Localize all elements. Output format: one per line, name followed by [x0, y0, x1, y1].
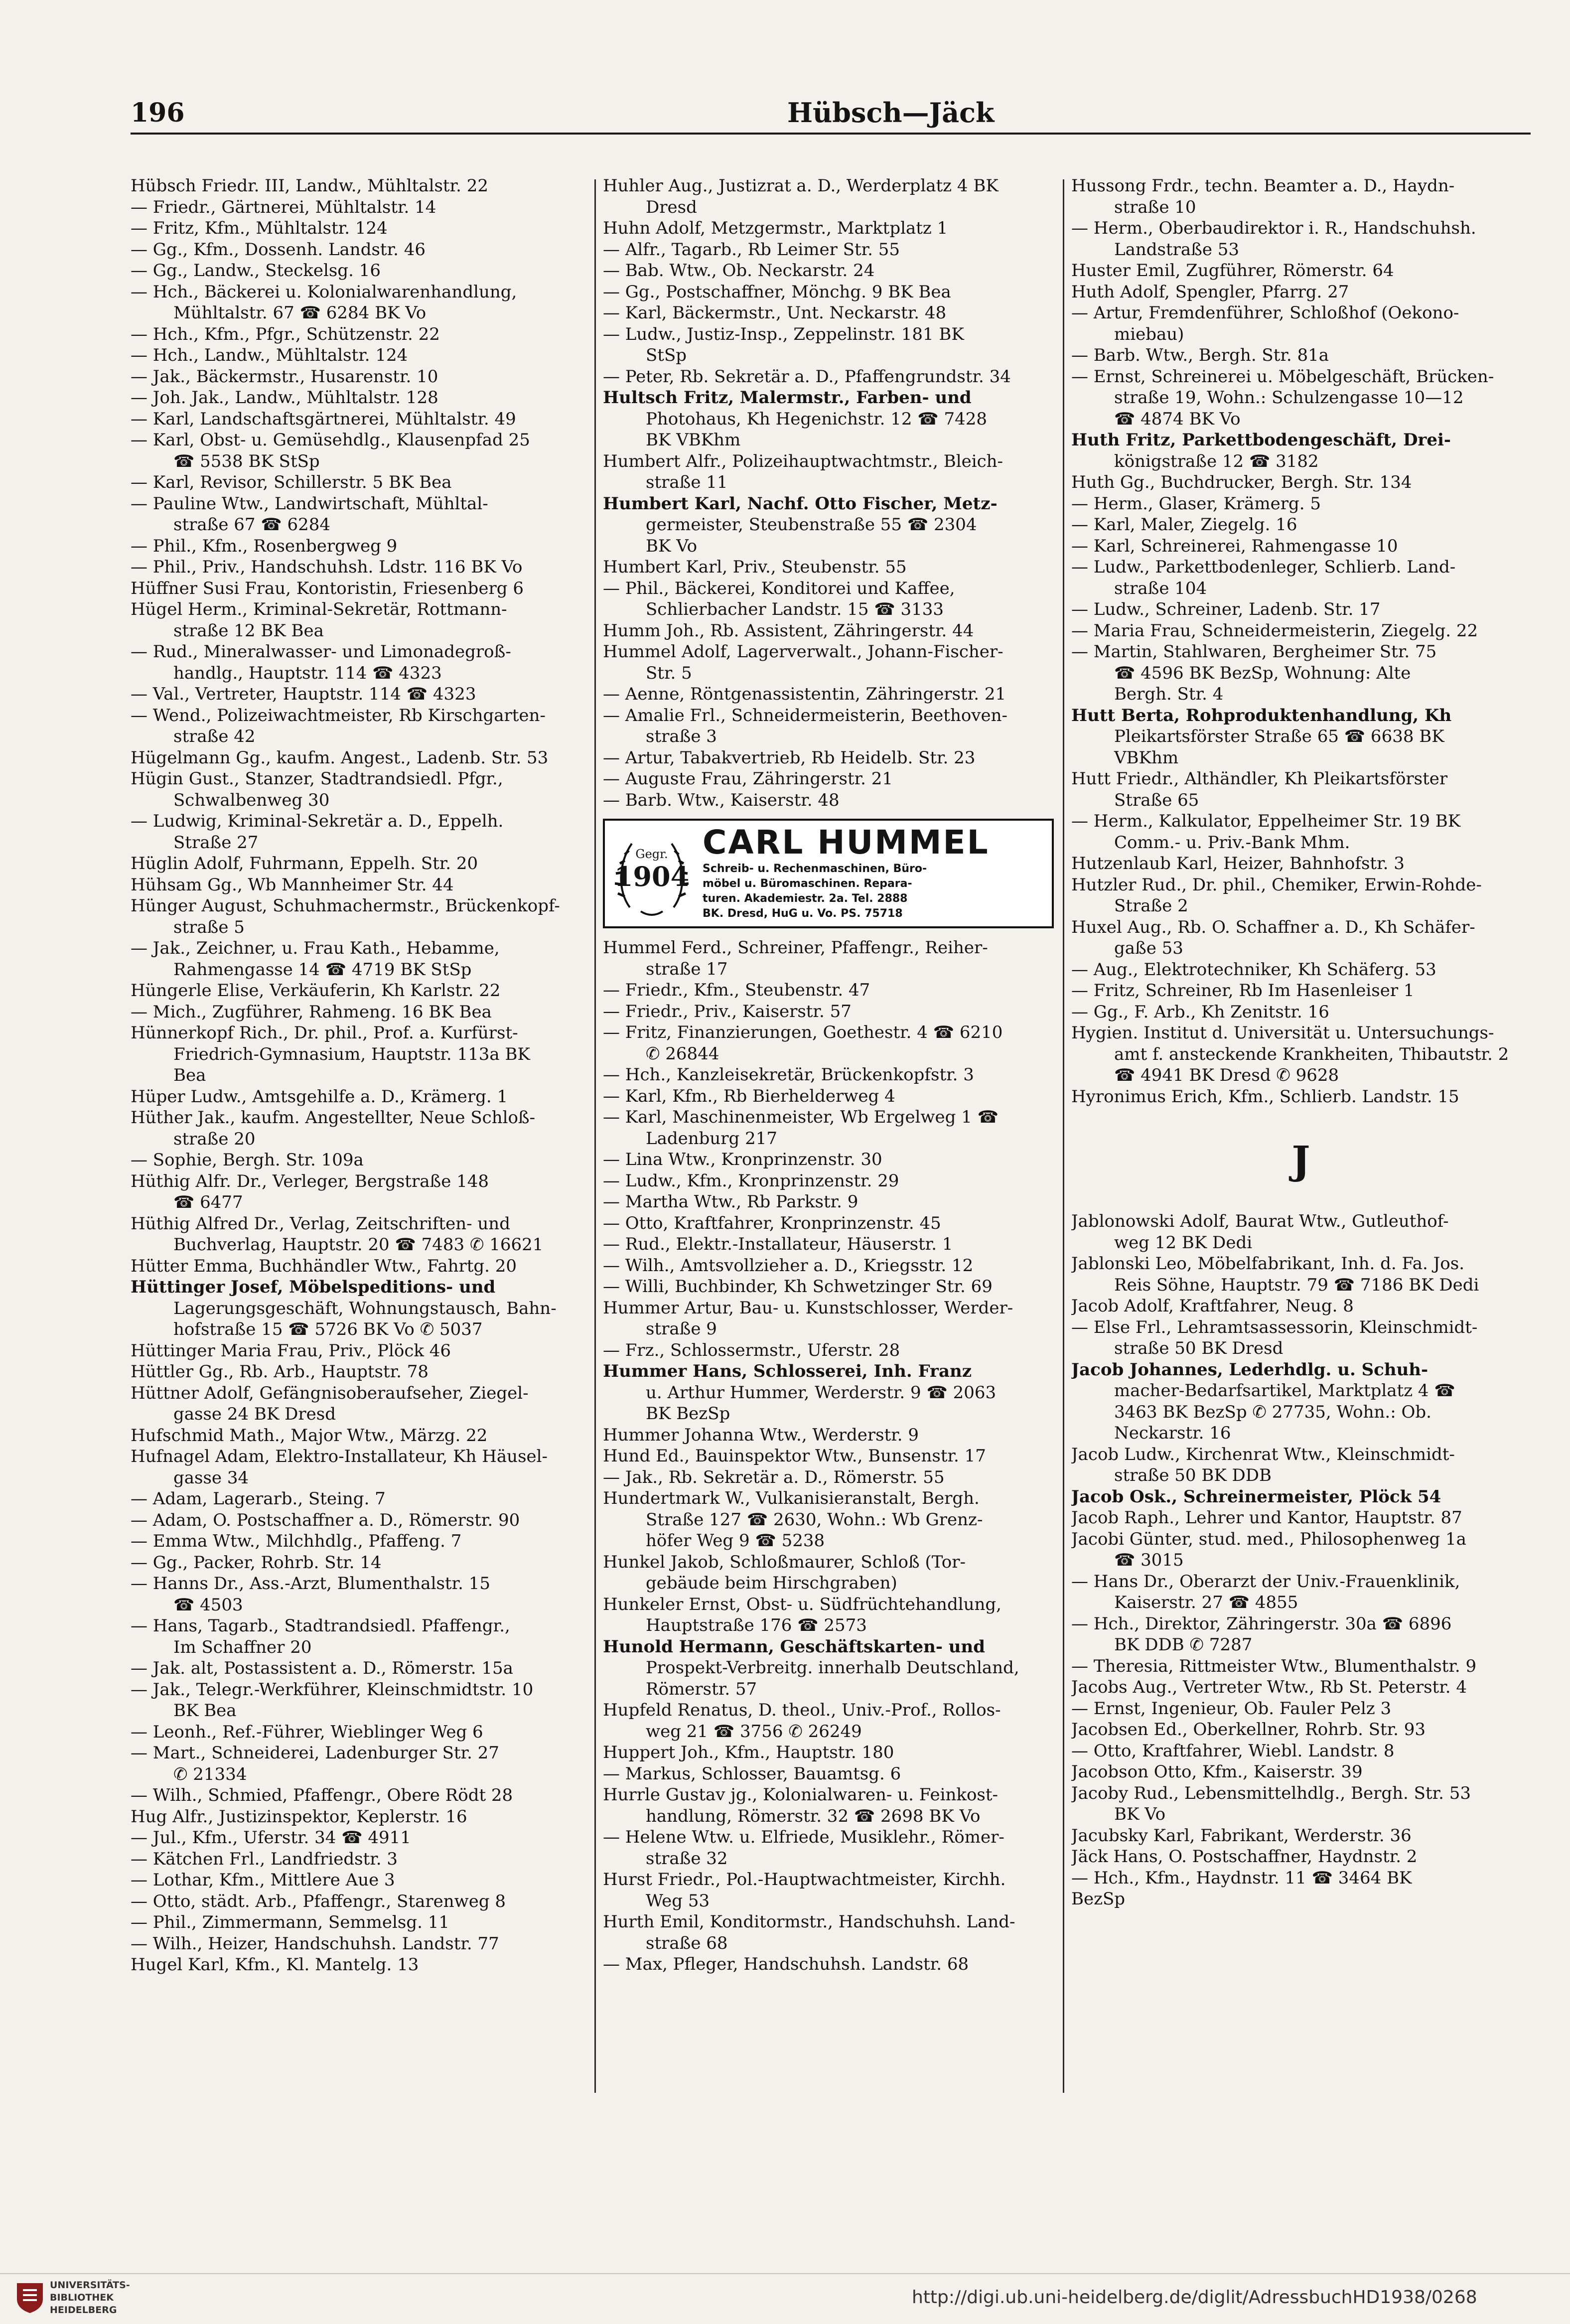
column-1	[131, 175, 587, 2099]
directory-entry-line: — Aug., Elektrotechniker, Kh Schäferg. 53	[1071, 959, 1436, 980]
directory-entry-line: Mühltalstr. 67 ☎ 6284 BK Vo	[173, 303, 427, 323]
directory-entry-line: Hutt Berta, Rohproduktenhandlung, Kh	[1071, 705, 1452, 726]
directory-entry-line: ✆ 21334	[173, 1764, 247, 1784]
directory-entry-line: — Herm., Oberbaudirektor i. R., Handschuhsh.	[1071, 218, 1476, 238]
directory-entry-line: Hundertmark W., Vulkanisieranstalt, Bergh.	[603, 1488, 980, 1508]
directory-entry-line: — Friedr., Gärtnerei, Mühltalstr. 14	[131, 197, 436, 217]
directory-entry-line: Jacubsky Karl, Fabrikant, Werderstr. 36	[1071, 1825, 1412, 1846]
directory-entry-line: Straße 127 ☎ 2630, Wohn.: Wb Grenz-	[646, 1509, 983, 1530]
directory-entry-line: Huth Adolf, Spengler, Pfarrg. 27	[1071, 282, 1349, 302]
directory-entry-line: handlg., Hauptstr. 114 ☎ 4323	[173, 663, 442, 683]
directory-entry-line: Hussong Frdr., techn. Beamter a. D., Haydn-	[1071, 176, 1455, 196]
directory-entry-line: Jacob Raph., Lehrer und Kantor, Hauptstr. 87	[1071, 1508, 1462, 1528]
column-3	[1071, 175, 1531, 2099]
directory-entry-line: — Pauline Wtw., Landwirtschaft, Mühltal-	[131, 493, 488, 514]
directory-entry-line: — Phil., Kfm., Rosenbergweg 9	[131, 536, 398, 556]
directory-entry-line: 3463 BK BezSp ✆ 27735, Wohn.: Ob.	[1114, 1402, 1431, 1422]
directory-entry-line: Hygien. Institut d. Universität u. Untersuchungs-	[1071, 1023, 1494, 1043]
directory-entry-line: — Ludw., Parkettbodenleger, Schlierb. Land-	[1071, 557, 1456, 577]
directory-entry-line: Hummel Adolf, Lagerverwalt., Johann-Fischer-	[603, 642, 1003, 662]
directory-entry-line: — Hch., Kfm., Haydnstr. 11 ☎ 3464 BK	[1071, 1868, 1412, 1888]
directory-entry-line: Bergh. Str. 4	[1114, 684, 1224, 704]
directory-entry-line: straße 9	[646, 1319, 717, 1339]
directory-entry-line: Hübsch Friedr. III, Landw., Mühltalstr. 22	[131, 176, 488, 196]
directory-entry-line: — Karl, Schreinerei, Rahmengasse 10	[1071, 536, 1398, 556]
directory-entry-line: BK Vo	[646, 536, 698, 556]
directory-entry-line: Hund Ed., Bauinspektor Wtw., Bunsenstr. 17	[603, 1446, 986, 1466]
directory-entry-line: Straße 65	[1114, 790, 1199, 810]
directory-entry-line: Hutzenlaub Karl, Heizer, Bahnhofstr. 3	[1071, 854, 1405, 873]
directory-entry-line: BK Bea	[173, 1701, 237, 1721]
directory-entry-line: — Frz., Schlossermstr., Uferstr. 28	[603, 1340, 900, 1360]
directory-entry-line: — Herm., Kalkulator, Eppelheimer Str. 19 BK	[1071, 811, 1461, 831]
directory-entry-line: — Emma Wtw., Milchhdlg., Pfaffeng. 7	[131, 1531, 462, 1551]
directory-entry-line: Huth Fritz, Parkettbodengeschäft, Drei-	[1071, 430, 1451, 450]
directory-entry-line: — Barb. Wtw., Kaiserstr. 48	[603, 790, 840, 810]
directory-entry-line: — Jak., Zeichner, u. Frau Kath., Hebamme,	[131, 938, 500, 958]
directory-entry-line: Ladenburg 217	[646, 1128, 778, 1149]
directory-entry-line: Jacobsen Ed., Oberkellner, Rohrb. Str. 93	[1071, 1720, 1426, 1740]
directory-entry-line: straße 32	[646, 1848, 728, 1869]
directory-entry-line: straße 67 ☎ 6284	[173, 515, 331, 535]
directory-entry-line: Hüttinger Josef, Möbelspeditions- und	[131, 1277, 496, 1297]
directory-entry-line: straße 42	[173, 726, 256, 746]
directory-entry-line: Buchverlag, Hauptstr. 20 ☎ 7483 ✆ 16621	[173, 1235, 544, 1255]
directory-entry-line: — Gg., Packer, Rohrb. Str. 14	[131, 1552, 382, 1573]
column-divider	[1063, 179, 1064, 2093]
directory-entry-line: Jacob Johannes, Lederhdlg. u. Schuh-	[1071, 1359, 1428, 1380]
directory-entry-line: — Sophie, Bergh. Str. 109a	[131, 1150, 364, 1170]
directory-entry-line: Hunkeler Ernst, Obst- u. Südfrüchtehandlung,	[603, 1594, 1001, 1614]
directory-entry-line: Hüthig Alfr. Dr., Verleger, Bergstraße 148	[131, 1171, 489, 1191]
directory-entry-line: ☎ 6477	[173, 1192, 243, 1212]
directory-entry-line: Hummel Ferd., Schreiner, Pfaffengr., Reiher-	[603, 938, 988, 958]
directory-entry-line: höfer Weg 9 ☎ 5238	[646, 1531, 825, 1551]
directory-entry-line: Hüthig Alfred Dr., Verlag, Zeitschriften- und	[131, 1213, 510, 1234]
directory-entry-line: Hüttner Adolf, Gefängnisoberaufseher, Ziegel-	[131, 1383, 529, 1403]
directory-entry-line: — Gg., Postschaffner, Mönchg. 9 BK Bea	[603, 282, 951, 302]
directory-entry-line: — Jak. alt, Postassistent a. D., Römerstr. 15a	[131, 1658, 513, 1678]
founded-badge	[612, 829, 692, 918]
directory-entry-line: straße 50 BK DDB	[1114, 1465, 1272, 1485]
directory-entry-line: Bea	[173, 1065, 206, 1085]
directory-entry-line: StSp	[646, 345, 687, 365]
directory-entry-line: gaße 53	[1114, 938, 1183, 958]
directory-entry-line: ☎ 3015	[1114, 1550, 1184, 1570]
ad-line: turen. Akademiestr. 2a. Tel. 2888	[703, 892, 908, 905]
directory-entry-line: Hunkel Jakob, Schloßmaurer, Schloß (Tor-	[603, 1552, 966, 1572]
directory-entry-line: Schwalbenweg 30	[173, 790, 330, 810]
directory-entry-line: Hurth Emil, Konditormstr., Handschuhsh. Land-	[603, 1912, 1015, 1932]
founded-label: Gegr.	[635, 847, 668, 861]
directory-entry-line: Prospekt-Verbreitg. innerhalb Deutschland,	[646, 1658, 1019, 1678]
directory-entry-line: Hüglin Adolf, Fuhrmann, Eppelh. Str. 20	[131, 854, 478, 873]
directory-entry-line: — Max, Pfleger, Handschuhsh. Landstr. 68	[603, 1954, 969, 1974]
directory-entry-line: — Val., Vertreter, Hauptstr. 114 ☎ 4323	[131, 684, 476, 704]
directory-entry-line: amt f. ansteckende Krankheiten, Thibautstr. 2	[1114, 1044, 1509, 1064]
directory-entry-line: — Otto, städt. Arb., Pfaffengr., Starenweg 8	[131, 1891, 506, 1911]
directory-entry-line: Jäck Hans, O. Postschaffner, Haydnstr. 2	[1071, 1847, 1418, 1867]
directory-entry-line: Hurst Friedr., Pol.-Hauptwachtmeister, Kirchh.	[603, 1870, 1006, 1889]
directory-entry-line: — Adam, Lagerarb., Steing. 7	[131, 1489, 386, 1509]
directory-entry-line: Hüttler Gg., Rb. Arb., Hauptstr. 78	[131, 1362, 429, 1382]
directory-entry-line: Friedrich-Gymnasium, Hauptstr. 113a BK	[173, 1044, 530, 1064]
directory-entry-line: — Hans Dr., Oberarzt der Univ.-Frauenklinik,	[1071, 1571, 1460, 1592]
directory-entry-line: Römerstr. 57	[646, 1679, 757, 1699]
directory-entry-line: Jacob Adolf, Kraftfahrer, Neug. 8	[1071, 1296, 1354, 1316]
directory-entry-line: — Martin, Stahlwaren, Bergheimer Str. 75	[1071, 642, 1437, 662]
directory-entry-line: ☎ 4941 BK Dresd ✆ 9628	[1114, 1065, 1339, 1085]
directory-entry-line: straße 68	[646, 1933, 728, 1953]
directory-entry-line: — Hch., Kanzleisekretär, Brückenkopfstr. 3	[603, 1065, 974, 1085]
directory-entry-line: — Gg., Kfm., Dossenh. Landstr. 46	[131, 239, 426, 260]
directory-entry-line: BK DDB ✆ 7287	[1114, 1635, 1253, 1655]
directory-entry-line: — Peter, Rb. Sekretär a. D., Pfaffengrundstr. 34	[603, 366, 1011, 387]
directory-entry-line: — Adam, O. Postschaffner a. D., Römerstr. 90	[131, 1510, 520, 1530]
directory-entry-line: — Otto, Kraftfahrer, Kronprinzenstr. 45	[603, 1213, 941, 1233]
directory-entry-line: straße 104	[1114, 578, 1207, 598]
column-divider	[594, 179, 596, 2093]
directory-entry-line: Kaiserstr. 27 ☎ 4855	[1114, 1593, 1298, 1612]
directory-entry-line: — Mich., Zugführer, Rahmeng. 16 BK Bea	[131, 1002, 492, 1022]
directory-entry-line: — Phil., Priv., Handschuhsh. Ldstr. 116 BK Vo	[131, 557, 523, 577]
directory-entry-line: — Martha Wtw., Rb Parkstr. 9	[603, 1192, 858, 1212]
directory-entry-line: — Hch., Kfm., Pfgr., Schützenstr. 22	[131, 324, 440, 344]
directory-entry-line: Humbert Karl, Nachf. Otto Fischer, Metz-	[603, 493, 998, 514]
directory-entry-line: — Artur, Fremdenführer, Schloßhof (Oekono-	[1071, 303, 1459, 323]
directory-entry-line: Hünnerkopf Rich., Dr. phil., Prof. a. Kurfürst-	[131, 1023, 518, 1043]
directory-entry-line: — Alfr., Tagarb., Rb Leimer Str. 55	[603, 239, 900, 260]
directory-entry-line: — Karl, Obst- u. Gemüsehdlg., Klausenpfad 25	[131, 430, 530, 450]
directory-entry-line: — Karl, Maschinenmeister, Wb Ergelweg 1 ☎	[603, 1107, 999, 1127]
directory-entry-line: — Ludw., Schreiner, Ladenb. Str. 17	[1071, 599, 1381, 619]
directory-entry-line: Humbert Alfr., Polizeihauptwachtmstr., Bleich-	[603, 451, 1003, 471]
footer-rule	[0, 2273, 1570, 2274]
directory-entry-line: gasse 24 BK Dresd	[173, 1404, 336, 1424]
ad-line: möbel u. Büromaschinen. Repara-	[703, 877, 912, 890]
directory-entry-line: Dresd	[646, 197, 697, 217]
directory-entry-line: Hummer Hans, Schlosserei, Inh. Franz	[603, 1361, 972, 1381]
directory-entry-line: Hurrle Gustav jg., Kolonialwaren- u. Feinkost-	[603, 1785, 999, 1805]
directory-entry-line: Hüffner Susi Frau, Kontoristin, Friesenberg 6	[131, 578, 524, 598]
university-library-logo-icon	[15, 2281, 45, 2314]
column-2	[603, 175, 1054, 2099]
directory-entry-line: — Aenne, Röntgenassistentin, Zähringerstr. 21	[603, 684, 1006, 704]
directory-entry-line: Straße 27	[173, 832, 259, 853]
directory-entry-line: Hügel Herm., Kriminal-Sekretär, Rottmann-	[131, 599, 507, 619]
directory-entry-line: — Ernst, Schreinerei u. Möbelgeschäft, Brücken-	[1071, 366, 1494, 387]
directory-entry-line: — Karl, Revisor, Schillerstr. 5 BK Bea	[131, 472, 452, 492]
directory-entry-line: — Jul., Kfm., Uferstr. 34 ☎ 4911	[131, 1828, 411, 1848]
directory-entry-line: straße 3	[646, 726, 717, 746]
directory-entry-line: BezSp	[1071, 1889, 1126, 1909]
directory-entry-line: ☎ 4596 BK BezSp, Wohnung: Alte	[1114, 663, 1411, 683]
directory-entry-line: — Wilh., Amtsvollzieher a. D., Kriegsstr. 12	[603, 1255, 974, 1276]
directory-entry-line: Hyronimus Erich, Kfm., Schlierb. Landstr. 15	[1071, 1086, 1459, 1107]
directory-entry-line: Humm Joh., Rb. Assistent, Zähringerstr. 44	[603, 620, 974, 641]
directory-entry-line: — Helene Wtw. u. Elfriede, Musiklehr., Römer-	[603, 1827, 1004, 1847]
directory-entry-line: — Karl, Landschaftsgärtnerei, Mühltalstr. 49	[131, 409, 516, 429]
directory-entry-line: Weg 53	[646, 1890, 710, 1911]
directory-entry-line: — Ludwig, Kriminal-Sekretär a. D., Eppelh.	[131, 811, 504, 831]
directory-entry-line: straße 20	[173, 1129, 256, 1149]
directory-entry-line: — Fritz, Kfm., Mühltalstr. 124	[131, 218, 388, 238]
directory-entry-line: — Fritz, Finanzierungen, Goethestr. 4 ☎ 6210	[603, 1022, 1003, 1042]
directory-entry-line: — Jak., Rb. Sekretär a. D., Römerstr. 55	[603, 1467, 945, 1487]
directory-entry-line: königstraße 12 ☎ 3182	[1114, 451, 1319, 471]
directory-entry-line: — Jak., Bäckermstr., Husarenstr. 10	[131, 366, 438, 387]
directory-entry-line: straße 12 BK Bea	[173, 620, 324, 641]
directory-entry-line: — Amalie Frl., Schneidermeisterin, Beethoven-	[603, 705, 1008, 726]
directory-entry-line: Huth Gg., Buchdrucker, Bergh. Str. 134	[1071, 472, 1412, 492]
directory-entry-line: macher-Bedarfsartikel, Marktplatz 4 ☎	[1114, 1381, 1455, 1401]
directory-entry-line: handlung, Römerstr. 32 ☎ 2698 BK Vo	[646, 1806, 981, 1826]
directory-entry-line: Reis Söhne, Hauptstr. 79 ☎ 7186 BK Dedi	[1114, 1275, 1479, 1295]
directory-entry-line: — Fritz, Schreiner, Rb Im Hasenleiser 1	[1071, 981, 1415, 1001]
directory-entry-line: — Ludw., Kfm., Kronprinzenstr. 29	[603, 1170, 899, 1191]
source-url-link[interactable]: http://digi.ub.uni-heidelberg.de/diglit/AdressbuchHD1938/0268	[912, 2287, 1477, 2308]
directory-entry-line: Huhn Adolf, Metzgermstr., Marktplatz 1	[603, 218, 948, 238]
directory-entry-line: — Willi, Buchbinder, Kh Schwetzinger Str. 69	[603, 1277, 993, 1297]
directory-entry-line: u. Arthur Hummer, Werderstr. 9 ☎ 2063	[646, 1382, 997, 1403]
directory-entry-line: — Rud., Mineralwasser- und Limonadegroß-	[131, 642, 511, 662]
directory-entry-line: Jacob Ludw., Kirchenrat Wtw., Kleinschmidt-	[1071, 1444, 1455, 1464]
directory-entry-line: — Rud., Elektr.-Installateur, Häuserstr. 1	[603, 1234, 953, 1254]
directory-entry-line: BK BezSp	[646, 1404, 730, 1424]
directory-entry-line: — Artur, Tabakvertrieb, Rb Heidelb. Str. 23	[603, 747, 976, 768]
ad-line: BK. Dresd, HuG u. Vo. PS. 75718	[703, 907, 903, 920]
directory-entry-line: Schlierbacher Landstr. 15 ☎ 3133	[646, 599, 944, 619]
directory-entry-line: — Karl, Kfm., Rb Bierhelderweg 4	[603, 1086, 895, 1106]
directory-entry-line: — Phil., Bäckerei, Konditorei und Kaffee,	[603, 578, 955, 598]
directory-entry-line: gasse 34	[173, 1467, 249, 1488]
directory-entry-line: — Gg., Landw., Steckelsg. 16	[131, 261, 381, 281]
directory-entry-line: Jacobs Aug., Vertreter Wtw., Rb St. Peterstr. 4	[1071, 1677, 1467, 1697]
directory-entry-line: — Lothar, Kfm., Mittlere Aue 3	[131, 1870, 395, 1890]
directory-entry-line: — Ludw., Justiz-Insp., Zeppelinstr. 181 BK	[603, 324, 964, 344]
library-line: UNIVERSITÄTS-	[50, 2280, 130, 2291]
directory-entry-line: germeister, Steubenstraße 55 ☎ 2304	[646, 515, 977, 535]
directory-entry-line: — Auguste Frau, Zähringerstr. 21	[603, 769, 893, 789]
directory-entry-line: gebäude beim Hirschgraben)	[646, 1573, 897, 1593]
directory-entry-line: Neckarstr. 16	[1114, 1423, 1231, 1443]
directory-entry-line: Hupfeld Renatus, D. theol., Univ.-Prof., Rollos-	[603, 1700, 1001, 1720]
directory-entry-line: — Hch., Direktor, Zähringerstr. 30a ☎ 6896	[1071, 1613, 1452, 1634]
directory-entry-line: Jacob Osk., Schreinermeister, Plöck 54	[1071, 1486, 1441, 1507]
directory-entry-line: — Herm., Glaser, Krämerg. 5	[1071, 493, 1321, 514]
directory-entry-line: weg 21 ☎ 3756 ✆ 26249	[646, 1721, 862, 1742]
directory-entry-line: — Jak., Telegr.-Werkführer, Kleinschmidtstr. 10	[131, 1679, 534, 1700]
directory-entry-line: — Markus, Schlosser, Bauamtsg. 6	[603, 1763, 901, 1784]
directory-entry-line: Lagerungsgeschäft, Wohnungstausch, Bahn-	[173, 1298, 557, 1318]
directory-entry-line: Jacobi Günter, stud. med., Philosophenweg 1a	[1071, 1529, 1466, 1549]
directory-entry-line: Hütter Emma, Buchhändler Wtw., Fahrtg. 20	[131, 1256, 517, 1276]
directory-entry-line: — Ernst, Ingenieur, Ob. Fauler Pelz 3	[1071, 1698, 1392, 1719]
directory-entry-line: Hummer Artur, Bau- u. Kunstschlosser, Werder-	[603, 1298, 1013, 1318]
directory-entry-line: — Theresia, Rittmeister Wtw., Blumenthalstr. 9	[1071, 1656, 1477, 1676]
section-letter-heading: J	[1291, 1138, 1310, 1183]
directory-entry-line: Hüper Ludw., Amtsgehilfe a. D., Krämerg. 1	[131, 1086, 508, 1107]
directory-entry-line: Jablonski Leo, Möbelfabrikant, Inh. d. Fa. Jos.	[1071, 1254, 1465, 1274]
directory-entry-line: Straße 2	[1114, 896, 1188, 916]
ad-company-name: CARL HUMMEL	[703, 823, 990, 862]
directory-entry-line: Hutzler Rud., Dr. phil., Chemiker, Erwin-Rohde-	[1071, 874, 1482, 895]
directory-entry-line: — Gg., F. Arb., Kh Zenitstr. 16	[1071, 1002, 1329, 1022]
directory-entry-line: Hauptstraße 176 ☎ 2573	[646, 1615, 867, 1635]
directory-entry-line: — Friedr., Priv., Kaiserstr. 57	[603, 1001, 852, 1021]
directory-entry-line: straße 50 BK Dresd	[1114, 1338, 1284, 1358]
directory-entry-line: — Karl, Bäckermstr., Unt. Neckarstr. 48	[603, 303, 947, 323]
directory-entry-line: BK VBKhm	[646, 430, 741, 450]
page-number: 196	[131, 98, 185, 128]
directory-entry-line: ☎ 4503	[173, 1595, 243, 1615]
ad-description	[703, 862, 1046, 921]
directory-entry-line: Hünger August, Schuhmachermstr., Brückenkopf-	[131, 896, 560, 916]
directory-entry-line: Hüther Jak., kaufm. Angestellter, Neue Schloß-	[131, 1108, 536, 1128]
directory-entry-line: — Joh. Jak., Landw., Mühltalstr. 128	[131, 388, 438, 408]
directory-entry-line: — Wilh., Heizer, Handschuhsh. Landstr. 77	[131, 1933, 499, 1954]
directory-entry-line: Hühsam Gg., Wb Mannheimer Str. 44	[131, 874, 454, 895]
header-rule	[131, 133, 1531, 135]
directory-entry-line: — Wend., Polizeiwachtmeister, Rb Kirschgarten-	[131, 705, 546, 726]
directory-entry-line: — Phil., Zimmermann, Semmelsg. 11	[131, 1912, 450, 1932]
directory-entry-line: — Otto, Kraftfahrer, Wiebl. Landstr. 8	[1071, 1741, 1395, 1761]
running-title: Hübsch—Jäck	[787, 97, 995, 129]
directory-entry-line: straße 19, Wohn.: Schulzengasse 10—12	[1114, 388, 1464, 408]
founded-year: 1904	[614, 861, 690, 892]
directory-entry-line: — Maria Frau, Schneidermeisterin, Ziegelg. 22	[1071, 620, 1478, 641]
directory-entry-line: — Mart., Schneiderei, Ladenburger Str. 27	[131, 1743, 499, 1763]
directory-entry-line: Huhler Aug., Justizrat a. D., Werderplatz 4 BK	[603, 176, 999, 196]
directory-entry-line: Str. 5	[646, 663, 692, 683]
directory-entry-line: Hufnagel Adam, Elektro-Installateur, Kh Häusel-	[131, 1447, 548, 1466]
directory-entry-line: — Else Frl., Lehramtsassessorin, Kleinschmidt-	[1071, 1317, 1478, 1337]
directory-entry-line: Huster Emil, Zugführer, Römerstr. 64	[1071, 261, 1394, 281]
directory-entry-line: Humbert Karl, Priv., Steubenstr. 55	[603, 557, 907, 577]
carl-hummel-advertisement	[603, 819, 1054, 928]
directory-entry-line: Hugel Karl, Kfm., Kl. Mantelg. 13	[131, 1955, 419, 1975]
library-line: BIBLIOTHEK	[50, 2292, 114, 2303]
directory-entry-line: ☎ 5538 BK StSp	[173, 451, 320, 471]
directory-entry-line: Hultsch Fritz, Malermstr., Farben- und	[603, 388, 972, 408]
directory-entry-line: Hüttinger Maria Frau, Priv., Plöck 46	[131, 1340, 451, 1361]
directory-entry-line: Jacoby Rud., Lebensmittelhdlg., Bergh. Str. 53	[1071, 1783, 1471, 1803]
directory-entry-line: Jablonowski Adolf, Baurat Wtw., Gutleuthof-	[1071, 1211, 1449, 1231]
directory-entry-line: Hügin Gust., Stanzer, Stadtrandsiedl. Pfgr.,	[131, 769, 503, 789]
directory-entry-line: Hufschmid Math., Major Wtw., Märzg. 22	[131, 1425, 488, 1446]
directory-entry-line: Landstraße 53	[1114, 239, 1240, 260]
directory-entry-line: Hunold Hermann, Geschäftskarten- und	[603, 1636, 986, 1657]
directory-entry-line: straße 10	[1114, 197, 1196, 217]
directory-entry-line: Im Schaffner 20	[173, 1637, 312, 1657]
directory-entry-line: BK Vo	[1114, 1804, 1166, 1824]
directory-entry-line: — Hch., Bäckerei u. Kolonialwarenhandlung,	[131, 282, 517, 302]
directory-entry-line: Hummer Johanna Wtw., Werderstr. 9	[603, 1425, 919, 1445]
ad-line: Schreib- u. Rechenmaschinen, Büro-	[703, 863, 927, 875]
directory-entry-line: — Hch., Landw., Mühltalstr. 124	[131, 345, 408, 365]
directory-entry-line: Huppert Joh., Kfm., Hauptstr. 180	[603, 1743, 894, 1762]
directory-entry-line: hofstraße 15 ☎ 5726 BK Vo ✆ 5037	[173, 1319, 483, 1339]
directory-entry-line: — Leonh., Ref.-Führer, Wieblinger Weg 6	[131, 1722, 483, 1742]
directory-entry-line: — Barb. Wtw., Bergh. Str. 81a	[1071, 345, 1329, 365]
directory-entry-line: Huxel Aug., Rb. O. Schaffner a. D., Kh Schäfer-	[1071, 917, 1475, 937]
directory-entry-line: VBKhm	[1114, 747, 1179, 768]
directory-entry-line: — Hanns Dr., Ass.-Arzt, Blumenthalstr. 15	[131, 1574, 490, 1594]
directory-entry-line: Pleikartsförster Straße 65 ☎ 6638 BK	[1114, 726, 1444, 746]
directory-entry-line: — Karl, Maler, Ziegelg. 16	[1071, 515, 1297, 535]
directory-entry-line: straße 11	[646, 472, 728, 492]
directory-entry-line: Hügelmann Gg., kaufm. Angest., Ladenb. Str. 53	[131, 747, 549, 768]
directory-entry-line: Jacobson Otto, Kfm., Kaiserstr. 39	[1071, 1762, 1363, 1782]
directory-entry-line: — Bab. Wtw., Ob. Neckarstr. 24	[603, 261, 875, 281]
directory-entry-line: Hug Alfr., Justizinspektor, Keplerstr. 16	[131, 1806, 467, 1827]
directory-entry-line: Hutt Friedr., Althändler, Kh Pleikartsförster	[1071, 769, 1448, 789]
directory-entry-line: straße 5	[173, 917, 245, 937]
directory-entry-line: Comm.- u. Priv.-Bank Mhm.	[1114, 832, 1350, 853]
directory-entry-line: — Friedr., Kfm., Steubenstr. 47	[603, 980, 870, 1000]
directory-entry-line: Hüngerle Elise, Verkäuferin, Kh Karlstr. 22	[131, 981, 501, 1001]
directory-entry-line: Photohaus, Kh Hegenichstr. 12 ☎ 7428	[646, 409, 987, 429]
directory-entry-line: ☎ 4874 BK Vo	[1114, 409, 1241, 429]
directory-entry-line: Rahmengasse 14 ☎ 4719 BK StSp	[173, 959, 472, 980]
directory-entry-line: miebau)	[1114, 324, 1184, 344]
library-line: HEIDELBERG	[50, 2305, 117, 2316]
directory-entry-line: — Wilh., Schmied, Pfaffengr., Obere Rödt 28	[131, 1785, 513, 1805]
directory-entry-line: — Kätchen Frl., Landfriedstr. 3	[131, 1849, 398, 1869]
library-name	[50, 2279, 130, 2317]
directory-entry-line: — Hans, Tagarb., Stadtrandsiedl. Pfaffengr.,	[131, 1616, 510, 1636]
directory-entry-line: — Lina Wtw., Kronprinzenstr. 30	[603, 1150, 882, 1169]
directory-entry-line: straße 17	[646, 959, 728, 979]
directory-entry-line: weg 12 BK Dedi	[1114, 1232, 1253, 1253]
directory-entry-line: ✆ 26844	[646, 1043, 719, 1064]
